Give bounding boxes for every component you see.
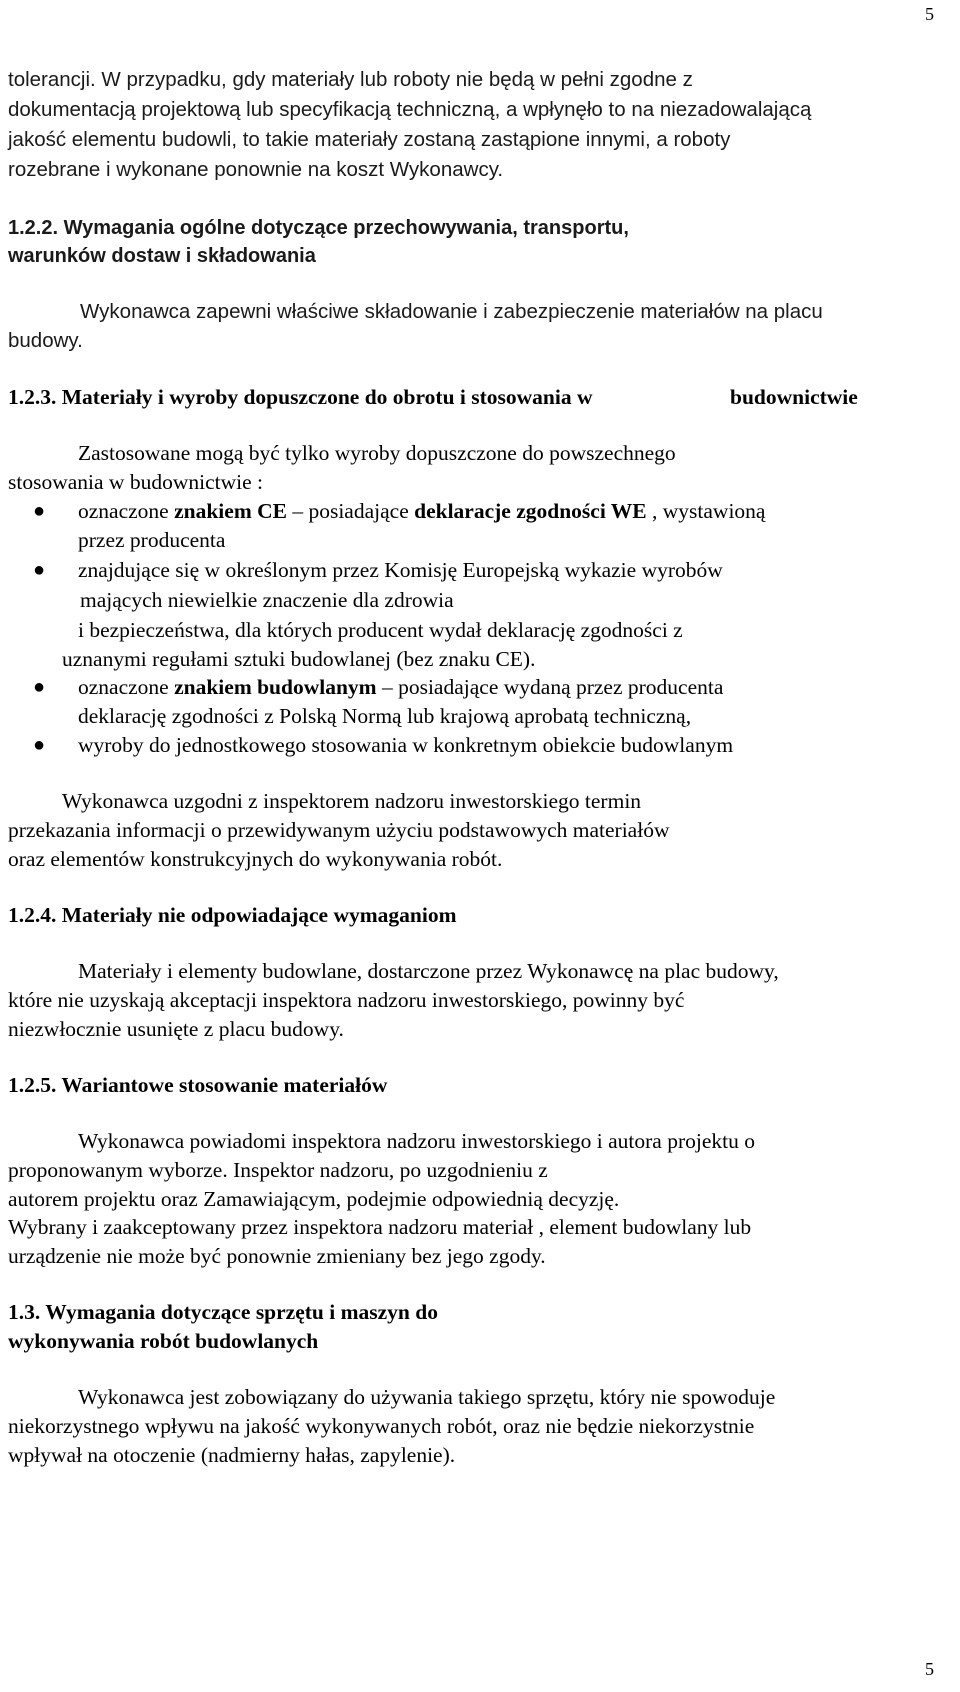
bullet-icon: ● (33, 559, 46, 581)
paragraph-line: urządzenie nie może być ponownie zmieniany bez jego zgody. (8, 1244, 546, 1268)
section-heading-1-2-2-cont: warunków dostaw i składowania (8, 245, 316, 267)
page-number-top: 5 (925, 4, 934, 24)
bullet-icon: ● (33, 734, 46, 756)
bullet-icon: ● (33, 500, 46, 522)
section-heading-1-3: 1.3. Wymagania dotyczące sprzętu i maszyn do (8, 1300, 438, 1324)
intro-line: jakość elementu budowli, to takie materiały zostaną zastąpione innymi, a roboty (8, 128, 731, 151)
list-item-single-use: wyroby do jednostkowego stosowania w konkretnym obiekcie budowlanym (78, 733, 734, 757)
list-text: oznaczone (78, 675, 175, 699)
paragraph-line: budowy. (8, 329, 83, 352)
list-item-commission: znajdujące się w określonym przez Komisję Europejską wykazie wyrobów (78, 558, 723, 582)
ce-mark-term: znakiem CE (174, 499, 287, 523)
section-heading-1-2-3: 1.2.3. Materiały i wyroby dopuszczone do obrotu i stosowania w (8, 385, 593, 409)
section-heading-1-2-2: 1.2.2. Wymagania ogólne dotyczące przechowywania, transportu, (8, 217, 629, 239)
list-item-commission-cont: mających niewielkie znaczenie dla zdrowia (80, 588, 454, 612)
paragraph-line: Wybrany i zaakceptowany przez inspektora nadzoru materiał , element budowlany lub (8, 1215, 752, 1239)
list-item-commission-cont: uznanymi regułami sztuki budowlanej (bez znaku CE). (62, 647, 536, 671)
section-heading-1-2-3-end: budownictwie (730, 385, 858, 409)
paragraph-line: wpływał na otoczenie (nadmierny hałas, zapylenie). (8, 1443, 456, 1467)
paragraph-line: niezwłocznie usunięte z placu budowy. (8, 1017, 344, 1041)
paragraph-line: proponowanym wyborze. Inspektor nadzoru, po uzgodnieniu z (8, 1158, 548, 1182)
section-heading-1-2-5: 1.2.5. Wariantowe stosowanie materiałów (8, 1073, 388, 1097)
intro-line: rozebrane i wykonane ponownie na koszt Wykonawcy. (8, 158, 504, 181)
paragraph-line: Wykonawca powiadomi inspektora nadzoru inwestorskiego i autora projektu o (78, 1129, 755, 1153)
paragraph-line: Zastosowane mogą być tylko wyroby dopuszczone do powszechnego (78, 441, 676, 465)
paragraph-line: Wykonawca jest zobowiązany do używania takiego sprzętu, który nie spowoduje (78, 1385, 776, 1409)
we-declaration-term: deklaracje zgodności WE (414, 499, 647, 523)
list-item-ce (78, 501, 765, 523)
list-item-commission-cont: i bezpieczeństwa, dla których producent wydał deklarację zgodności z (78, 618, 683, 642)
section-heading-1-3-cont: wykonywania robót budowlanych (8, 1329, 319, 1353)
list-text: – posiadające (286, 499, 415, 523)
paragraph-line: Wykonawca uzgodni z inspektorem nadzoru inwestorskiego termin (62, 789, 642, 813)
paragraph-line: oraz elementów konstrukcyjnych do wykonywania robót. (8, 847, 503, 871)
list-text: – posiadające wydaną przez producenta (376, 675, 724, 699)
construction-mark-term: znakiem budowlanym (174, 675, 377, 699)
intro-line: dokumentacją projektową lub specyfikacją techniczną, a wpłynęło to na niezadowalającą (8, 98, 812, 121)
intro-line: tolerancji. W przypadku, gdy materiały lub roboty nie będą w pełni zgodne z (8, 68, 693, 91)
list-item-construction-mark (78, 677, 723, 699)
paragraph-line: przekazania informacji o przewidywanym użyciu podstawowych materiałów (8, 818, 670, 842)
paragraph-line: które nie uzyskają akceptacji inspektora nadzoru inwestorskiego, powinny być (8, 988, 685, 1012)
section-heading-1-2-4: 1.2.4. Materiały nie odpowiadające wymaganiom (8, 903, 457, 927)
paragraph-line: autorem projektu oraz Zamawiającym, podejmie odpowiednią decyzję. (8, 1187, 620, 1211)
page-number-bottom: 5 (925, 1659, 934, 1679)
paragraph-line: stosowania w budownictwie : (8, 470, 263, 494)
list-text: , wystawioną (646, 499, 766, 523)
bullet-icon: ● (33, 676, 46, 698)
list-text: oznaczone (78, 499, 175, 523)
paragraph-line: Materiały i elementy budowlane, dostarczone przez Wykonawcę na plac budowy, (78, 959, 779, 983)
list-item-construction-mark-cont: deklarację zgodności z Polską Normą lub krajową aprobatą techniczną, (78, 704, 692, 728)
paragraph-line: niekorzystnego wpływu na jakość wykonywanych robót, oraz nie będzie niekorzystnie (8, 1414, 755, 1438)
list-item-ce-cont: przez producenta (78, 528, 226, 552)
paragraph-line: Wykonawca zapewni właściwe składowanie i zabezpieczenie materiałów na placu (80, 300, 823, 323)
